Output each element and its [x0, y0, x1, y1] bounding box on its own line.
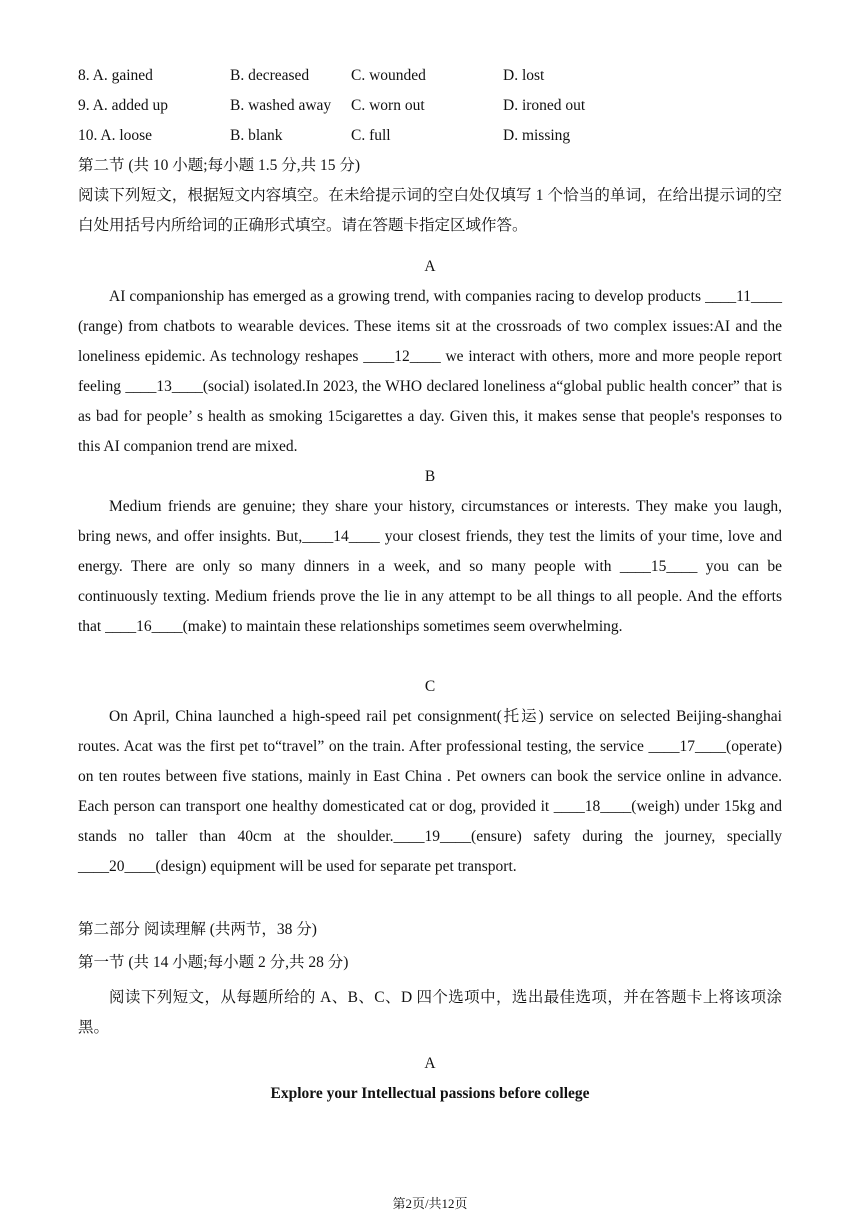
option-c: C. worn out [351, 97, 425, 114]
option-c: C. full [351, 127, 391, 144]
option-c: C. wounded [351, 67, 426, 84]
passage-label: C [424, 678, 436, 695]
question-9-options [78, 91, 778, 121]
passage-b: Medium friends are genuine; they share your history, circumstances or interests. They make you laugh, bring news, and offer insights. But,____14____ your closest friends, they test the limits of your time, love and energy. There are only so many dinners in a week, and so many people with ____15____ you can be continuously texting. Medium friends prove the lie in any attempt to be all things to all people. And the efforts that ____16____(make) to maintain these relationships sometimes seem overwhelming. [78, 498, 782, 635]
option-a: 8. A. gained [78, 67, 153, 84]
section-instructions: 阅读下列短文，从每题所给的 A、B、C、D 四个选项中，选出最佳选项，并在答题卡上将该项涂黑。 [78, 989, 782, 1036]
passage-title: Explore your Intellectual passions before college [270, 1085, 590, 1102]
section-heading: 第二节 (共 10 小题;每小题 1.5 分,共 15 分) [78, 157, 361, 174]
option-b: B. blank [230, 127, 283, 144]
section-heading: 第一节 (共 14 小题;每小题 2 分,共 28 分) [78, 954, 349, 971]
passage-a: AI companionship has emerged as a growing trend, with companies racing to develop products ____11____ (range) from chatbots to wearable devices. These items sit at the crossroads of two complex issues:AI and the loneliness epidemic. As technology reshapes ____12____ we interact with others, more and more people report feeling ____13____(social) isolated.In 2023, the WHO declared loneliness a“global public health concer” that is as bad for people’ s health as smoking 15cigarettes a day. Given this, it makes sense that people's responses to this AI companion trend are mixed. [78, 288, 782, 455]
question-8-options [78, 61, 778, 91]
option-d: D. lost [503, 67, 545, 84]
passage-label: A [424, 258, 436, 275]
passage-label: B [424, 468, 436, 485]
passage-c: On April, China launched a high-speed rail pet consignment(托运) service on selected Beijing-shanghai routes. Acat was the first pet to“travel” on the train. After professional testing, the service ____17____(operate) on ten routes between five stations, mainly in East China . Pet owners can book the service online in advance. Each person can transport one healthy domesticated cat or dog, provided it ____18____(weigh) under 15kg and stands no taller than 40cm at the shoulder.____19____(ensure) safety during the journey, specially ____20____(design) equipment will be used for separate pet transport. [78, 708, 782, 875]
passage-label: A [424, 1055, 436, 1072]
option-b: B. washed away [230, 97, 332, 114]
section-instructions: 阅读下列短文，根据短文内容填空。在未给提示词的空白处仅填写 1 个恰当的单词，在给出提示词的空白处用括号内所给词的正确形式填空。请在答题卡指定区域作答。 [78, 187, 782, 234]
part-heading: 第二部分 阅读理解 (共两节，38 分) [78, 921, 317, 938]
option-a: 10. A. loose [78, 127, 153, 144]
option-d: D. ironed out [503, 97, 586, 114]
option-d: D. missing [503, 127, 571, 144]
page-footer: 第2页/共12页 [392, 1196, 468, 1211]
option-a: 9. A. added up [78, 97, 168, 114]
question-10-options [78, 121, 778, 151]
option-b: B. decreased [230, 67, 310, 84]
